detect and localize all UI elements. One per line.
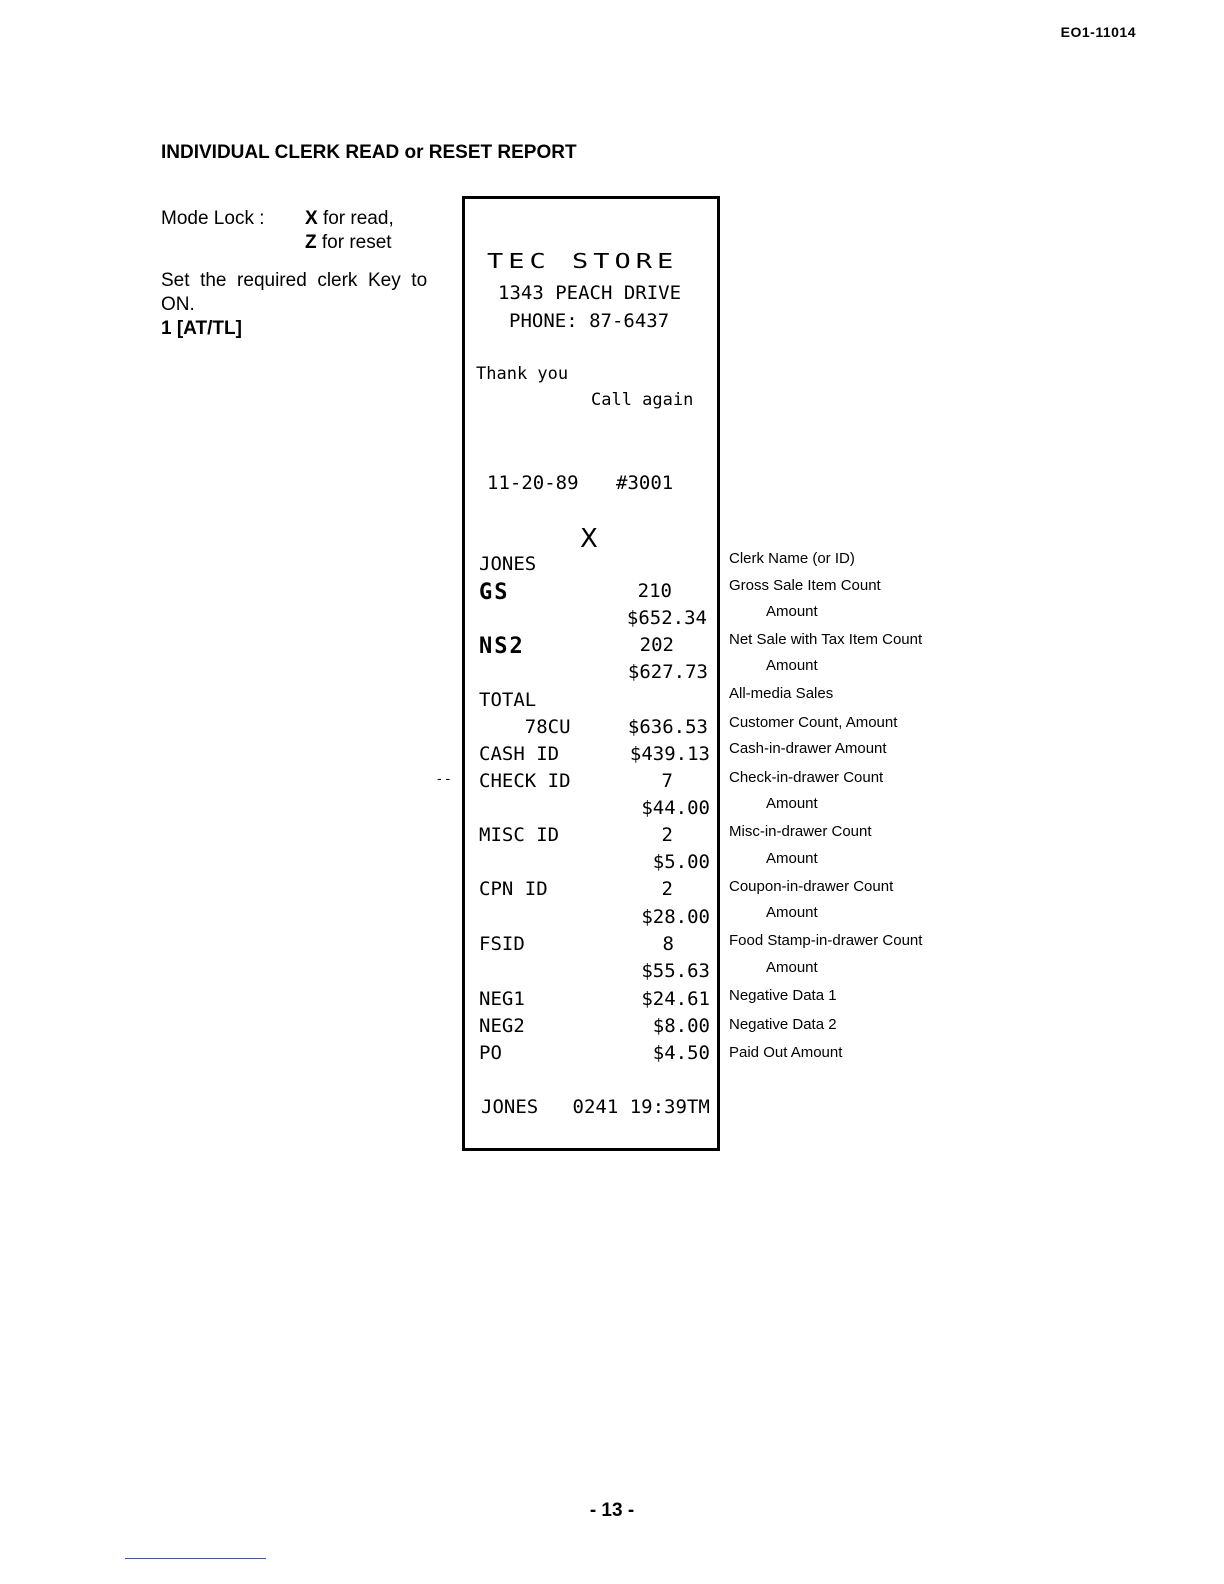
mode-x-text: for read, (317, 208, 394, 229)
row-label-gs: GS (479, 580, 510, 605)
row-label-check: CHECK ID (479, 770, 571, 792)
row-value-coupon-amount: $28.00 (641, 906, 710, 928)
row-label-customer-count: 78CU (479, 716, 571, 738)
annotation-misc-count: Misc-in-drawer Count (729, 823, 872, 840)
document-id: EO1-11014 (1060, 24, 1136, 40)
row-value-cash: $439.13 (629, 743, 710, 765)
annotation-food-stamp-count: Food Stamp-in-drawer Count (729, 932, 923, 949)
row-value-food-stamp-amount: $55.63 (641, 960, 710, 982)
row-value-paid-out: $4.50 (652, 1042, 710, 1064)
row-value-misc-count: 2 (661, 824, 673, 846)
mode-x-mark: X (580, 524, 598, 554)
row-value-check-count: 7 (661, 770, 673, 792)
annotation-gross-sale-count: Gross Sale Item Count (729, 577, 881, 594)
mode-read-line (305, 208, 394, 230)
mode-reset-line (305, 232, 392, 254)
row-value-ns2-count: 202 (639, 634, 674, 656)
annotation-food-stamp-amount: Amount (766, 959, 818, 976)
annotation-clerk-name: Clerk Name (or ID) (729, 550, 855, 567)
row-value-gs-amount: $652.34 (626, 607, 707, 629)
row-value-ns2-amount: $627.73 (627, 661, 708, 683)
mode-x-key: X (305, 208, 318, 229)
annotation-net-sale-count: Net Sale with Tax Item Count (729, 631, 923, 648)
row-value-neg1: $24.61 (641, 988, 710, 1010)
call-again-message: Call again (591, 390, 694, 410)
row-label-neg2: NEG2 (479, 1015, 525, 1037)
row-label-misc: MISC ID (479, 824, 560, 846)
set-clerk-line2: ON. (161, 294, 195, 315)
annotation-customer-count: Customer Count, Amount (729, 714, 898, 731)
row-label-food-stamp: FSID (479, 933, 525, 955)
row-value-misc-amount: $5.00 (652, 851, 710, 873)
row-label-ns2: NS2 (479, 634, 525, 659)
annotation-cash-in-drawer: Cash-in-drawer Amount (729, 740, 887, 757)
page-number: - 13 - (589, 1500, 635, 1521)
key-sequence: 1 [AT/TL] (161, 318, 242, 339)
footer-rule (125, 1558, 266, 1559)
thank-you-message: Thank you (476, 364, 569, 384)
annotation-negative-data-1: Negative Data 1 (729, 987, 837, 1004)
mode-lock-label: Mode Lock : (161, 208, 265, 229)
row-value-total-amount: $636.53 (627, 716, 708, 738)
store-address: 1343 PEACH DRIVE (498, 282, 682, 304)
annotation-coupon-amount: Amount (766, 904, 818, 921)
store-name: TEC STORE (487, 250, 679, 274)
annotation-gross-sale-amount: Amount (766, 603, 818, 620)
row-label-coupon: CPN ID (479, 878, 548, 900)
receipt-number: #3001 (616, 472, 674, 494)
annotation-misc-amount: Amount (766, 850, 818, 867)
row-label-neg1: NEG1 (479, 988, 525, 1010)
annotation-paid-out: Paid Out Amount (729, 1044, 843, 1061)
annotation-all-media-sales: All-media Sales (729, 685, 834, 702)
store-phone: PHONE: 87-6437 (509, 310, 670, 332)
page-title: INDIVIDUAL CLERK READ or RESET REPORT (161, 142, 577, 163)
row-label-paid-out: PO (479, 1042, 502, 1064)
check-marker: - - (437, 770, 451, 786)
mode-z-text: for reset (316, 232, 392, 253)
set-clerk-line1: Set the required clerk Key to (161, 270, 428, 291)
clerk-name: JONES (479, 553, 537, 575)
receipt-footer: JONES 0241 19:39TM (481, 1096, 710, 1118)
row-value-coupon-count: 2 (661, 878, 673, 900)
annotation-net-sale-amount: Amount (766, 657, 818, 674)
row-value-gs-count: 210 (637, 580, 672, 602)
annotation-negative-data-2: Negative Data 2 (729, 1016, 837, 1033)
annotation-check-amount: Amount (766, 795, 818, 812)
receipt-date: 11-20-89 (487, 472, 579, 494)
row-label-cash: CASH ID (479, 743, 560, 765)
mode-z-key: Z (305, 232, 317, 253)
annotation-check-count: Check-in-drawer Count (729, 769, 884, 786)
row-label-total: TOTAL (479, 689, 537, 711)
row-value-food-stamp-count: 8 (662, 933, 674, 955)
annotation-coupon-count: Coupon-in-drawer Count (729, 878, 894, 895)
row-value-neg2: $8.00 (652, 1015, 710, 1037)
row-value-check-amount: $44.00 (641, 797, 710, 819)
